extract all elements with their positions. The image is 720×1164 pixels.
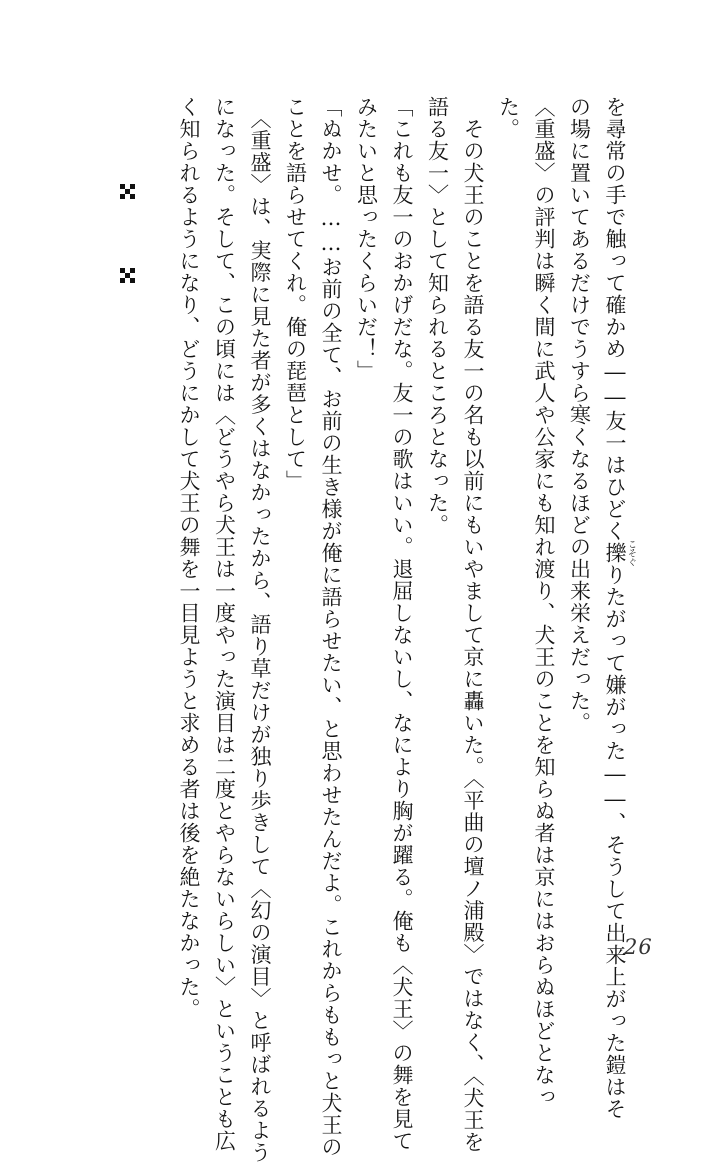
ruby-text: こそぐ bbox=[626, 539, 636, 567]
text-line bbox=[597, 96, 637, 1120]
text-line: その犬王のことを語る友一の名も以前にもいやまして京に轟いた。〈平曲の壇ノ浦殿〉ではなく、〈犬王を bbox=[461, 96, 485, 1153]
text-line: になった。そして、この頃には〈どうやら犬王は一度やった演目は二度とやらないらしい〉ということも広 bbox=[212, 96, 237, 1152]
text-segment: を尋常の手で触って確かめ――友一はひどく bbox=[603, 96, 627, 542]
text-line: 「これも友一のおかげだな。友一の歌はいい。退屈しないし、なにより胸が躍る。俺も〈犬王〉の舞を見て bbox=[390, 96, 414, 1152]
text-line: た。 bbox=[496, 96, 521, 140]
body-text bbox=[171, 96, 637, 1164]
text-line: 「ぬかせ。……お前の全て、お前の生き様が俺に語らせたい、と思わせたんだよ。これからももっと犬王の bbox=[319, 96, 343, 1158]
text-line: く知られるようになり、どうにかして犬王の舞を一目見ようと求める者は後を絶たなかった。 bbox=[177, 96, 201, 1020]
text-line: の場に置いてあるだけでうすら寒くなるほどの出来栄えだった。 bbox=[567, 96, 592, 734]
text-line: 〈重盛〉は、実際に見た者が多くはなかったから、語り草だけが独り歩きして〈幻の演目〉と呼ばれるよう bbox=[248, 96, 272, 1164]
ruby-base: 擽 bbox=[603, 539, 627, 567]
text-line: ことを語らせてくれ。俺の琵琶として」 bbox=[283, 96, 308, 492]
scene-break-icon bbox=[120, 184, 140, 204]
text-line: みたいと思ったくらいだ！」 bbox=[354, 96, 379, 382]
text-segment: りたがって嫌がった――、そうして出来上がった鎧はそ bbox=[603, 564, 627, 1120]
scene-break-icon bbox=[120, 268, 140, 288]
page-number: 26 bbox=[624, 935, 653, 959]
text-line: 語る友一〉として知られるところとなった。 bbox=[425, 96, 450, 536]
text-line: 〈重盛〉の評判は瞬く間に武人や公家にも知れ渡り、犬王のことを知らぬ者は京にはおらぬほどとなっ bbox=[532, 96, 556, 1108]
ruby-annotation bbox=[603, 539, 636, 567]
